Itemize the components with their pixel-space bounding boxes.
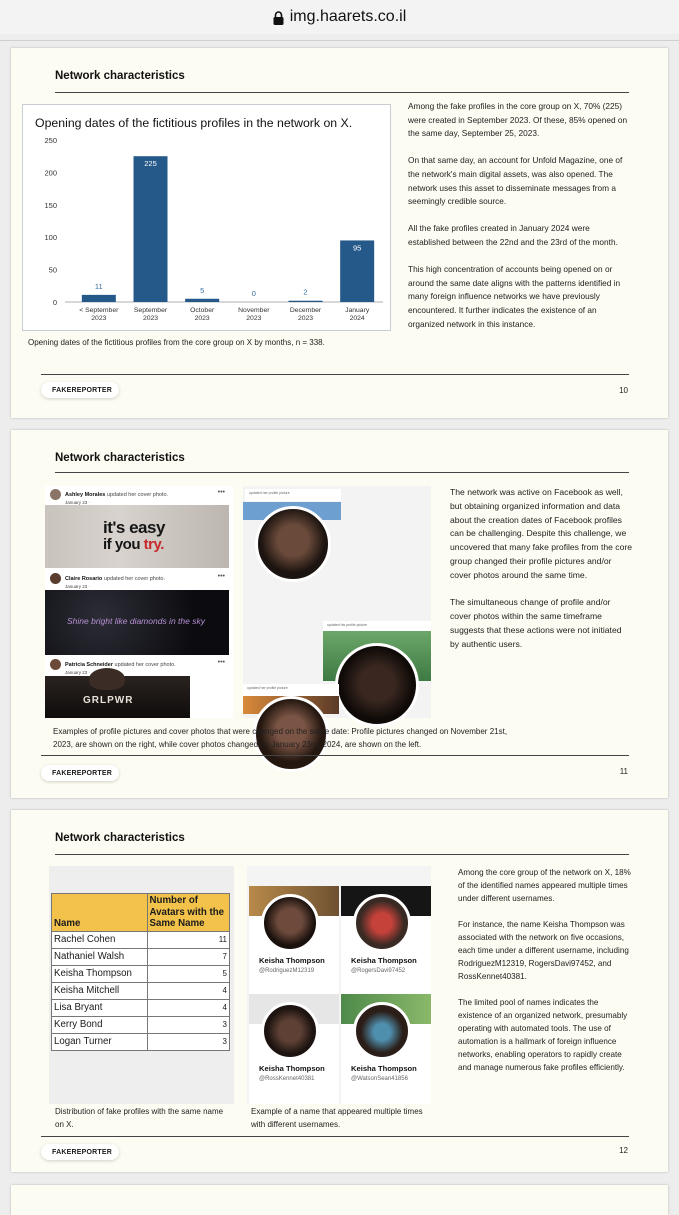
more-icon[interactable]: ••• xyxy=(217,573,225,580)
row-count: 3 xyxy=(147,1016,229,1033)
fb-date: January 23 · xyxy=(65,670,91,675)
row-name: Logan Turner xyxy=(52,1033,148,1050)
bar xyxy=(289,301,323,302)
row-name: Kerry Bond xyxy=(52,1016,148,1033)
table-row xyxy=(52,965,230,982)
fakereporter-logo xyxy=(41,382,119,398)
profile-card xyxy=(249,886,339,996)
table-row xyxy=(52,1016,230,1033)
row-name: Lisa Bryant xyxy=(52,999,148,1016)
row-name: Keisha Mitchell xyxy=(52,982,148,999)
table-row xyxy=(52,1033,230,1050)
avatar xyxy=(261,1002,319,1060)
paragraph: The limited pool of names indicates the existence of an organized network, presumably operating with automated tools. The use of automation is a hallmark of foreign influence networks, enabling operators to rapidly create and manage numerous fake profiles efficiently. xyxy=(458,998,628,1072)
row-count: 11 xyxy=(147,931,229,948)
cover-photo xyxy=(45,505,229,568)
facebook-cover-collage xyxy=(45,486,233,718)
cover-text: GRLPWR xyxy=(83,695,134,706)
row-count: 4 xyxy=(147,982,229,999)
collage-caption: Examples of profile pictures and cover photos that were changed on the same date: Profile pictures changed on November 21st, 2023, are shown on the right, while cover photos changed on January 23rd, 2024, are shown on the left. xyxy=(53,727,508,749)
heading-rule xyxy=(55,92,629,93)
logo-light: FAKE xyxy=(52,1148,72,1156)
y-tick-label: 0 xyxy=(52,298,57,307)
bar xyxy=(134,156,168,302)
row-name: Keisha Thompson xyxy=(52,965,148,982)
profile-photo xyxy=(335,643,419,727)
paragraph: The simultaneous change of profile and/or cover photos within the same timeframe suggests that these actions were not initiated by authentic users. xyxy=(450,597,622,649)
y-tick-label: 200 xyxy=(44,168,57,178)
profile-photo xyxy=(255,506,331,582)
fb-post-header xyxy=(50,489,168,506)
x-tick-label: September 2023 xyxy=(133,307,168,322)
card-handle: @WatsonSean41856 xyxy=(351,1076,408,1082)
chart-title: Opening dates of the fictitious profiles in the network on X. xyxy=(35,116,353,130)
avatar xyxy=(50,573,61,584)
fb-action: updated her cover photo. xyxy=(106,491,169,498)
more-icon[interactable]: ••• xyxy=(217,659,225,666)
page-11 xyxy=(11,430,668,798)
data-label: 11 xyxy=(94,281,103,291)
cover-text: Shine bright like diamonds in the sky xyxy=(67,616,205,626)
card-name: Keisha Thompson xyxy=(259,956,325,965)
logo-light: FAKE xyxy=(52,769,72,777)
chart-plot xyxy=(23,105,390,330)
cards-caption: Example of a name that appeared multiple times with different usernames. xyxy=(251,1107,423,1129)
logo-light: FAKE xyxy=(52,386,72,394)
fb-user: Patricia Schneider xyxy=(65,661,113,668)
paragraph: For instance, the name Keisha Thompson was associated with the network on five occasions, each time under a different username, including RodriguezM12319, RogersDavi97452, and RossKennet40381. xyxy=(458,920,629,981)
profile-cards-panel xyxy=(247,866,431,1104)
fb-user: Ashley Morales xyxy=(65,491,106,498)
avatar xyxy=(50,659,61,670)
fb-post-header: updated his profile picture xyxy=(323,621,431,631)
cover-photo xyxy=(45,590,229,655)
x-tick-label: < September 2023 xyxy=(79,307,119,322)
avatar xyxy=(353,1002,411,1060)
data-label: 0 xyxy=(251,289,256,298)
paragraph: This high concentration of accounts being opened on or around the same date aligns with the patterns identified in many foreign influence networks we have previously encountered. It further indicates the existence of an organized network in this instance. xyxy=(408,264,621,329)
card-name: Keisha Thompson xyxy=(351,956,417,965)
paragraph: All the fake profiles created in January 2024 were established between the 22nd and the 23rd of the month. xyxy=(408,223,618,247)
row-name: Nathaniel Walsh xyxy=(52,948,148,965)
body-text xyxy=(408,100,630,345)
heading-rule xyxy=(55,854,629,855)
cover-photo xyxy=(45,676,190,718)
profile-card xyxy=(249,994,339,1104)
page-number: 10 xyxy=(619,386,628,395)
x-tick-label: December 2023 xyxy=(289,307,322,322)
avatar xyxy=(261,894,319,952)
paragraph: On that same day, an account for Unfold Magazine, one of the network's main digital assets, was also opened. The network uses this asset to disseminate messages from a seemingly credible source. xyxy=(408,155,623,207)
bar xyxy=(185,299,219,302)
row-count: 3 xyxy=(147,1033,229,1050)
card-name: Keisha Thompson xyxy=(351,1064,417,1073)
fb-post xyxy=(45,486,233,570)
avatar xyxy=(353,894,411,952)
x-tick-label: November 2023 xyxy=(238,307,270,322)
chart-caption: Opening dates of the fictitious profiles from the core group on X by months, n = 338. xyxy=(28,338,325,347)
row-count: 7 xyxy=(147,948,229,965)
paragraph: The network was active on Facebook as well, but obtaining organized information and data about the creation dates of Facebook profiles can be challenging. Despite this challenge, we uncovered that many fake profiles from the core group changed their profile pictures and/or cover photos around the same time. xyxy=(450,487,632,580)
data-label: 225 xyxy=(144,159,157,169)
fb-post-header: updated her profile picture xyxy=(245,489,341,501)
page-number: 11 xyxy=(619,767,628,776)
profile-card xyxy=(341,886,431,996)
logo-bold: REPORTER xyxy=(71,1148,112,1156)
table-caption: Distribution of fake profiles with the same name on X. xyxy=(55,1107,224,1129)
card-name: Keisha Thompson xyxy=(259,1064,325,1073)
fakereporter-logo xyxy=(41,1144,119,1160)
same-name-table xyxy=(51,893,230,1051)
logo-bold: REPORTER xyxy=(71,769,112,777)
page-number: 12 xyxy=(619,1146,628,1155)
cover-text: it's easy if you try. xyxy=(103,518,165,553)
facebook-profile-collage xyxy=(243,486,431,718)
table-header: Name xyxy=(52,894,148,932)
row-name: Rachel Cohen xyxy=(52,931,148,948)
bar-chart xyxy=(22,104,391,331)
body-text xyxy=(450,486,632,665)
address-bar[interactable] xyxy=(0,0,679,34)
fakereporter-logo xyxy=(41,765,119,781)
paragraph: Among the fake profiles in the core group on X, 70% (225) were created in September 2023. Of these, 85% opened on the same day, September 25, 2023. xyxy=(408,101,628,139)
fb-post xyxy=(45,570,233,656)
page-heading: Network characteristics xyxy=(55,70,185,82)
card-handle: @RodriguezM12319 xyxy=(259,968,315,974)
page-next xyxy=(11,1185,668,1215)
url-text: img.haarets.co.il xyxy=(289,8,407,25)
y-tick-label: 250 xyxy=(44,136,57,145)
data-label: 95 xyxy=(352,243,362,253)
row-count: 5 xyxy=(147,965,229,982)
footer-rule xyxy=(41,374,629,375)
page-heading: Network characteristics xyxy=(55,452,185,464)
divider xyxy=(0,40,679,41)
table-header: Number of Avatars with the Same Name xyxy=(147,894,229,932)
table-row xyxy=(52,982,230,999)
table-row xyxy=(52,948,230,965)
fb-user: Claire Rosario xyxy=(65,575,103,582)
logo-bold: REPORTER xyxy=(71,386,112,394)
bar xyxy=(82,295,116,302)
footer-rule xyxy=(41,1136,629,1137)
fb-post-header xyxy=(50,573,165,590)
x-tick-label: October 2023 xyxy=(190,307,215,322)
row-count: 4 xyxy=(147,999,229,1016)
fb-date: January 23 · xyxy=(65,584,91,589)
fb-action: updated her cover photo. xyxy=(114,661,176,668)
table-row xyxy=(52,999,230,1016)
fb-post xyxy=(45,656,233,718)
fb-date: January 23 · xyxy=(65,500,91,505)
page-heading: Network characteristics xyxy=(55,832,185,844)
card-handle: @RogersDavi97452 xyxy=(351,968,406,974)
body-text xyxy=(458,866,632,1088)
heading-rule xyxy=(55,472,629,473)
paragraph: Among the core group of the network on X, 18% of the identified names appeared multiple times under different usernames. xyxy=(458,868,631,903)
profile-card xyxy=(341,994,431,1104)
y-tick-label: 150 xyxy=(44,200,57,210)
page-10 xyxy=(11,48,668,418)
card-handle: @RossKennet40381 xyxy=(259,1076,315,1082)
avatar xyxy=(50,489,61,500)
page-12 xyxy=(11,810,668,1172)
fb-post-header: updated her profile picture xyxy=(243,684,339,696)
fb-action: updated her cover photo. xyxy=(103,575,165,582)
more-icon[interactable]: ••• xyxy=(217,489,225,496)
x-tick-label: January 2024 xyxy=(345,307,370,322)
y-tick-label: 50 xyxy=(48,265,57,275)
data-label: 5 xyxy=(200,285,205,295)
table-row xyxy=(52,931,230,948)
data-label: 2 xyxy=(303,287,308,297)
lock-icon xyxy=(273,11,284,25)
y-tick-label: 100 xyxy=(44,233,57,243)
footer-rule xyxy=(41,755,629,756)
